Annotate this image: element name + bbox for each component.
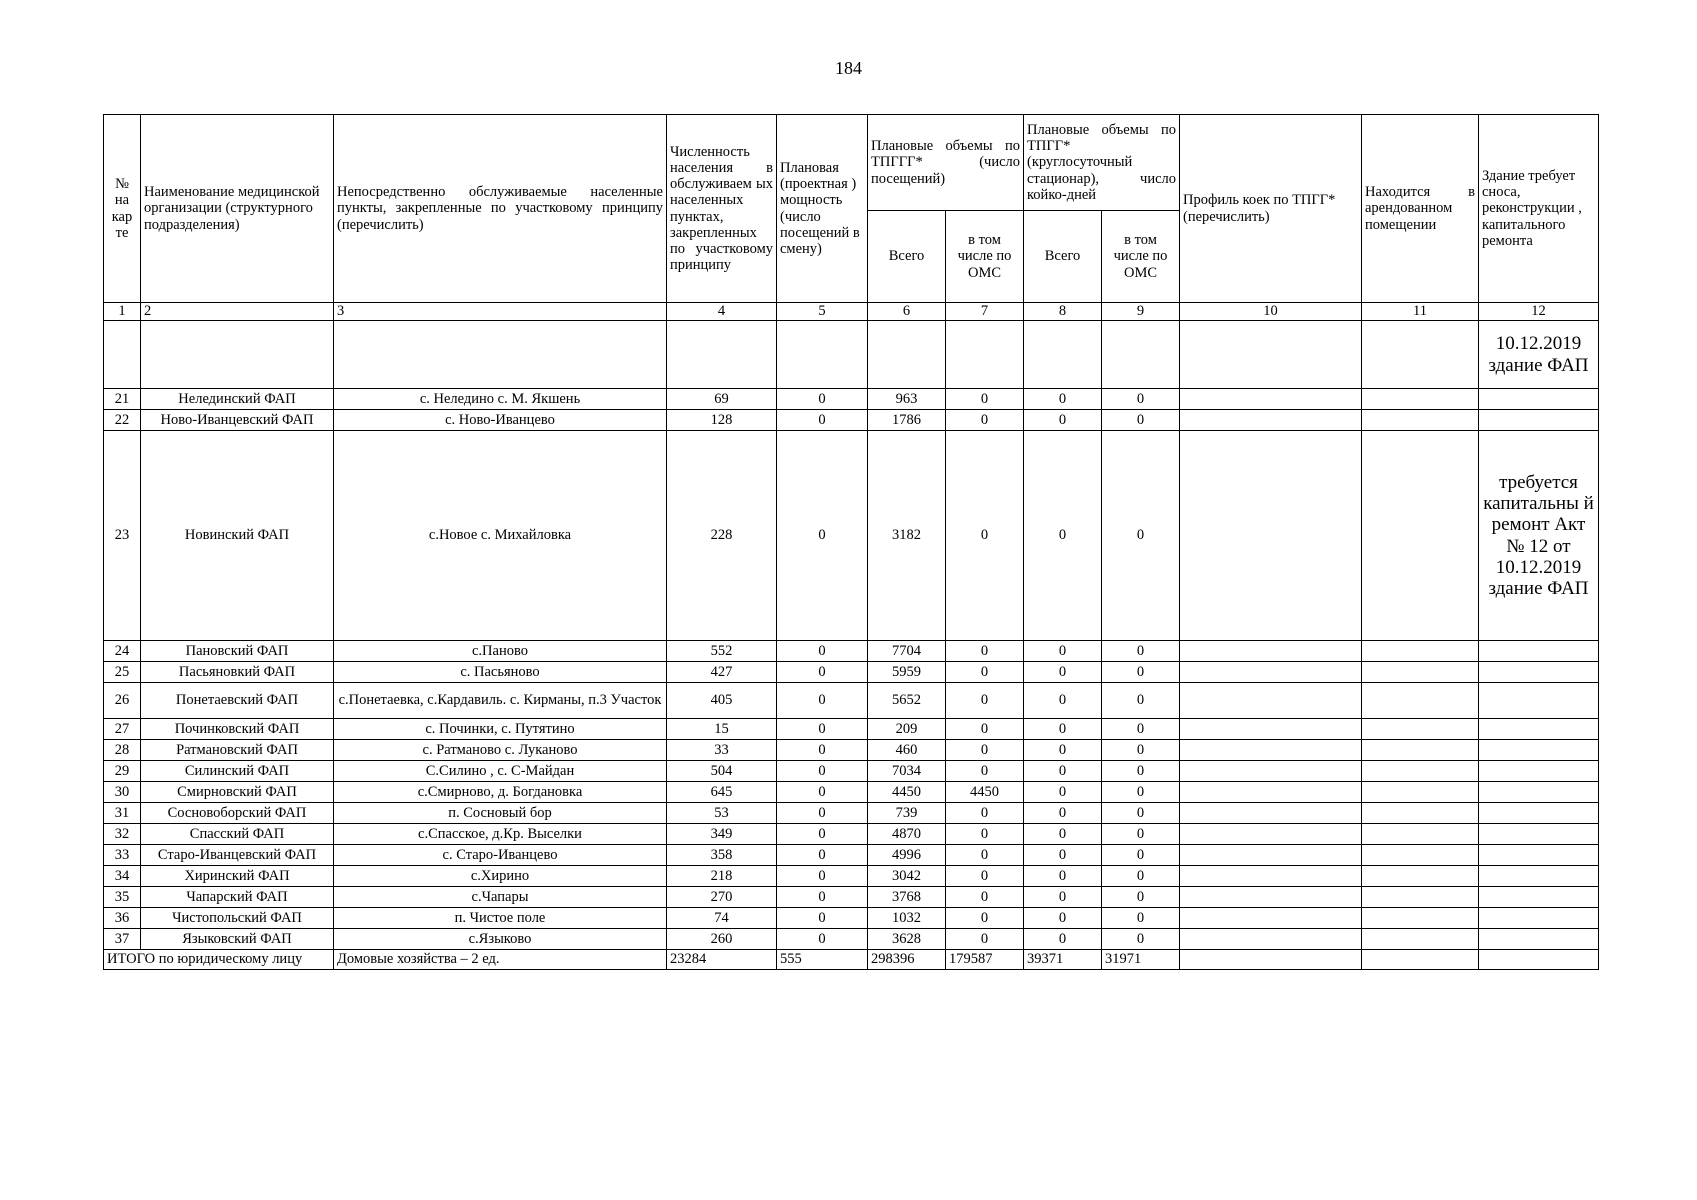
building-condition [1479,740,1599,761]
organization-name: Сосновоборский ФАП [141,803,334,824]
planned-capacity: 0 [777,410,868,431]
population: 260 [667,929,777,950]
beds-oms: 0 [1102,641,1180,662]
planned-capacity: 0 [777,389,868,410]
header-served-settlements: Непосредственно обслуживаемые населенные пункты, закрепленные по участковому принципу (перечислить) [334,115,667,303]
table-row [104,908,1599,929]
served-settlements: п. Чистое поле [334,908,667,929]
column-number: 6 [868,303,946,321]
rented-premises [1362,824,1479,845]
row-number: 35 [104,887,141,908]
rented-premises [1362,761,1479,782]
column-number: 1 [104,303,141,321]
population: 15 [667,719,777,740]
rented-premises [1362,866,1479,887]
total-row [104,950,1599,970]
population: 228 [667,431,777,641]
population: 128 [667,410,777,431]
population: 69 [667,389,777,410]
beds-total: 0 [1024,908,1102,929]
building-condition [1479,662,1599,683]
row-number: 33 [104,845,141,866]
header-visits-group: Плановые объемы по ТПГГГ* (число посещений) [868,115,1024,211]
beds-oms: 0 [1102,929,1180,950]
header-population: Численность населения в обслуживаем ых населенных пунктах, закрепленных по участковому принципу [667,115,777,303]
served-settlements: с.Понетаевка, с.Кардавиль. с. Кирманы, п.3 Участок [334,683,667,719]
visits-total: 209 [868,719,946,740]
visits-total: 963 [868,389,946,410]
bed-profile [1180,740,1362,761]
served-settlements: с. Неледино с. М. Якшень [334,389,667,410]
planned-capacity: 0 [777,740,868,761]
visits-oms: 0 [946,887,1024,908]
served-settlements: с. Старо-Иванцево [334,845,667,866]
total-visits-oms: 179587 [946,950,1024,970]
visits-total: 7704 [868,641,946,662]
visits-oms: 0 [946,641,1024,662]
served-settlements: с.Смирново, д. Богдановка [334,782,667,803]
total-visits-total: 298396 [868,950,946,970]
total-beds-total: 39371 [1024,950,1102,970]
planned-capacity: 0 [777,845,868,866]
rented-premises [1362,389,1479,410]
beds-oms: 0 [1102,887,1180,908]
beds-oms: 0 [1102,803,1180,824]
building-condition [1479,389,1599,410]
table-row [104,866,1599,887]
visits-total: 460 [868,740,946,761]
planned-capacity: 0 [777,719,868,740]
beds-oms: 0 [1102,761,1180,782]
beds-oms: 0 [1102,740,1180,761]
population: 405 [667,683,777,719]
planned-capacity: 0 [777,908,868,929]
beds-total: 0 [1024,803,1102,824]
beds-total: 0 [1024,719,1102,740]
planned-capacity: 0 [777,782,868,803]
header-rented-premises: Находится в арендованном помещении [1362,115,1479,303]
total-beds-oms: 31971 [1102,950,1180,970]
row-number: 26 [104,683,141,719]
bed-profile [1180,662,1362,683]
planned-capacity: 0 [777,866,868,887]
bed-profile [1180,845,1362,866]
visits-total: 3768 [868,887,946,908]
population: 349 [667,824,777,845]
continuation-row [104,321,1599,389]
building-condition [1479,887,1599,908]
facilities-table [103,114,1599,970]
organization-name: Смирновский ФАП [141,782,334,803]
served-settlements: с. Починки, с. Путятино [334,719,667,740]
row-number: 22 [104,410,141,431]
visits-oms: 0 [946,410,1024,431]
bed-profile [1180,431,1362,641]
beds-total: 0 [1024,824,1102,845]
served-settlements: с.Языково [334,929,667,950]
visits-oms: 0 [946,761,1024,782]
organization-name: Чистопольский ФАП [141,908,334,929]
served-settlements: С.Силино , с. С-Майдан [334,761,667,782]
visits-oms: 0 [946,866,1024,887]
column-number: 7 [946,303,1024,321]
bed-profile [1180,908,1362,929]
served-settlements: с. Ново-Иванцево [334,410,667,431]
served-settlements: с.Спасское, д.Кр. Выселки [334,824,667,845]
building-condition [1479,641,1599,662]
total-points: Домовые хозяйства – 2 ед. [334,950,667,970]
building-condition-note: 10.12.2019 здание ФАП [1479,321,1599,389]
beds-oms: 0 [1102,662,1180,683]
table-body [104,321,1599,950]
organization-name: Нелединский ФАП [141,389,334,410]
table-row [104,824,1599,845]
table-row [104,431,1599,641]
row-number: 30 [104,782,141,803]
planned-capacity: 0 [777,431,868,641]
planned-capacity: 0 [777,662,868,683]
column-number: 10 [1180,303,1362,321]
beds-oms: 0 [1102,431,1180,641]
population: 358 [667,845,777,866]
header-planned-capacity: Плановая (проектная ) мощность (число посещений в смену) [777,115,868,303]
served-settlements: с. Пасьяново [334,662,667,683]
row-number: 29 [104,761,141,782]
beds-oms: 0 [1102,824,1180,845]
visits-oms: 0 [946,803,1024,824]
beds-oms: 0 [1102,845,1180,866]
visits-total: 739 [868,803,946,824]
beds-total: 0 [1024,740,1102,761]
planned-capacity: 0 [777,824,868,845]
header-map-number: № на кар те [104,115,141,303]
beds-oms: 0 [1102,719,1180,740]
visits-oms: 0 [946,908,1024,929]
beds-oms: 0 [1102,410,1180,431]
building-condition [1479,908,1599,929]
organization-name: Починковский ФАП [141,719,334,740]
organization-name: Ратмановский ФАП [141,740,334,761]
table-row [104,683,1599,719]
visits-total: 1786 [868,410,946,431]
total-rented [1362,950,1479,970]
total-bed-profile [1180,950,1362,970]
header-bed-profile: Профиль коек по ТПГГ* (перечислить) [1180,115,1362,303]
population: 504 [667,761,777,782]
visits-oms: 0 [946,719,1024,740]
beds-oms: 0 [1102,908,1180,929]
population: 270 [667,887,777,908]
column-number: 11 [1362,303,1479,321]
header-beds-total: Всего [1024,211,1102,303]
bed-profile [1180,719,1362,740]
beds-total: 0 [1024,845,1102,866]
header-visits-oms: в том числе по ОМС [946,211,1024,303]
row-number: 28 [104,740,141,761]
population: 33 [667,740,777,761]
bed-profile [1180,782,1362,803]
rented-premises [1362,410,1479,431]
building-condition [1479,683,1599,719]
visits-total: 5652 [868,683,946,719]
visits-total: 3628 [868,929,946,950]
header-visits-total: Всего [868,211,946,303]
organization-name: Спасский ФАП [141,824,334,845]
population: 552 [667,641,777,662]
visits-total: 5959 [868,662,946,683]
visits-oms: 0 [946,662,1024,683]
served-settlements: с.Хирино [334,866,667,887]
rented-premises [1362,431,1479,641]
total-population: 23284 [667,950,777,970]
organization-name: Понетаевский ФАП [141,683,334,719]
beds-oms: 0 [1102,782,1180,803]
beds-total: 0 [1024,887,1102,908]
visits-total: 4870 [868,824,946,845]
beds-total: 0 [1024,683,1102,719]
visits-total: 4450 [868,782,946,803]
row-number: 25 [104,662,141,683]
visits-oms: 0 [946,929,1024,950]
beds-total: 0 [1024,410,1102,431]
page-number: 184 [835,58,862,78]
bed-profile [1180,803,1362,824]
bed-profile [1180,824,1362,845]
building-condition [1479,719,1599,740]
building-condition [1479,866,1599,887]
visits-oms: 0 [946,845,1024,866]
rented-premises [1362,845,1479,866]
planned-capacity: 0 [777,641,868,662]
table-row [104,761,1599,782]
population: 53 [667,803,777,824]
table-row [104,782,1599,803]
bed-profile [1180,761,1362,782]
row-number: 31 [104,803,141,824]
building-condition [1479,824,1599,845]
beds-total: 0 [1024,389,1102,410]
planned-capacity: 0 [777,887,868,908]
table-row [104,803,1599,824]
population: 218 [667,866,777,887]
bed-profile [1180,683,1362,719]
rented-premises [1362,662,1479,683]
column-number: 8 [1024,303,1102,321]
rented-premises [1362,740,1479,761]
served-settlements: с.Чапары [334,887,667,908]
planned-capacity: 0 [777,683,868,719]
column-number: 9 [1102,303,1180,321]
bed-profile [1180,929,1362,950]
building-condition [1479,803,1599,824]
table-row [104,740,1599,761]
building-condition [1479,782,1599,803]
building-condition [1479,929,1599,950]
population: 74 [667,908,777,929]
table-row [104,641,1599,662]
row-number: 37 [104,929,141,950]
organization-name: Силинский ФАП [141,761,334,782]
planned-capacity: 0 [777,803,868,824]
column-number: 2 [141,303,334,321]
row-number: 36 [104,908,141,929]
header-building-condition: Здание требует сноса, реконструкции , капитального ремонта [1479,115,1599,303]
table-row [104,662,1599,683]
served-settlements: п. Сосновый бор [334,803,667,824]
visits-oms: 4450 [946,782,1024,803]
organization-name: Ново-Иванцевский ФАП [141,410,334,431]
served-settlements: с. Ратманово с. Луканово [334,740,667,761]
rented-premises [1362,719,1479,740]
rented-premises [1362,683,1479,719]
population: 645 [667,782,777,803]
header-organization-name: Наименование медицинской организации (структурного подразделения) [141,115,334,303]
visits-total: 3182 [868,431,946,641]
beds-total: 0 [1024,641,1102,662]
row-number: 21 [104,389,141,410]
population: 427 [667,662,777,683]
bed-profile [1180,641,1362,662]
bed-profile [1180,410,1362,431]
column-number: 4 [667,303,777,321]
planned-capacity: 0 [777,761,868,782]
building-condition [1479,845,1599,866]
beds-total: 0 [1024,431,1102,641]
total-label: ИТОГО по юридическому лицу [104,950,334,970]
total-building-condition [1479,950,1599,970]
visits-oms: 0 [946,389,1024,410]
row-number: 24 [104,641,141,662]
table-row [104,719,1599,740]
served-settlements: с.Паново [334,641,667,662]
table-row [104,389,1599,410]
row-number: 27 [104,719,141,740]
row-number: 34 [104,866,141,887]
organization-name: Языковский ФАП [141,929,334,950]
bed-profile [1180,887,1362,908]
visits-total: 1032 [868,908,946,929]
header-beds-oms: в том числе по ОМС [1102,211,1180,303]
rented-premises [1362,908,1479,929]
beds-oms: 0 [1102,683,1180,719]
header-beds-group: Плановые объемы по ТПГГ* (круглосуточный стационар), число койко-дней [1024,115,1180,211]
visits-oms: 0 [946,740,1024,761]
column-number: 12 [1479,303,1599,321]
table-row [104,887,1599,908]
served-settlements: с.Новое с. Михайловка [334,431,667,641]
rented-premises [1362,803,1479,824]
building-condition [1479,761,1599,782]
table-row [104,410,1599,431]
organization-name: Старо-Иванцевский ФАП [141,845,334,866]
visits-oms: 0 [946,683,1024,719]
rented-premises [1362,887,1479,908]
visits-oms: 0 [946,431,1024,641]
building-condition [1479,410,1599,431]
rented-premises [1362,641,1479,662]
building-condition: требуется капитальны й ремонт Акт № 12 от 10.12.2019 здание ФАП [1479,431,1599,641]
beds-total: 0 [1024,866,1102,887]
bed-profile [1180,389,1362,410]
visits-total: 7034 [868,761,946,782]
table-row [104,845,1599,866]
total-capacity: 555 [777,950,868,970]
beds-total: 0 [1024,929,1102,950]
beds-oms: 0 [1102,866,1180,887]
column-number: 5 [777,303,868,321]
column-number: 3 [334,303,667,321]
beds-total: 0 [1024,782,1102,803]
rented-premises [1362,782,1479,803]
bed-profile [1180,866,1362,887]
organization-name: Новинский ФАП [141,431,334,641]
beds-oms: 0 [1102,389,1180,410]
beds-total: 0 [1024,761,1102,782]
rented-premises [1362,929,1479,950]
planned-capacity: 0 [777,929,868,950]
visits-total: 4996 [868,845,946,866]
beds-total: 0 [1024,662,1102,683]
organization-name: Хиринский ФАП [141,866,334,887]
organization-name: Чапарский ФАП [141,887,334,908]
organization-name: Пановский ФАП [141,641,334,662]
row-number: 32 [104,824,141,845]
visits-oms: 0 [946,824,1024,845]
table-row [104,929,1599,950]
organization-name: Пасьяновкий ФАП [141,662,334,683]
row-number: 23 [104,431,141,641]
visits-total: 3042 [868,866,946,887]
